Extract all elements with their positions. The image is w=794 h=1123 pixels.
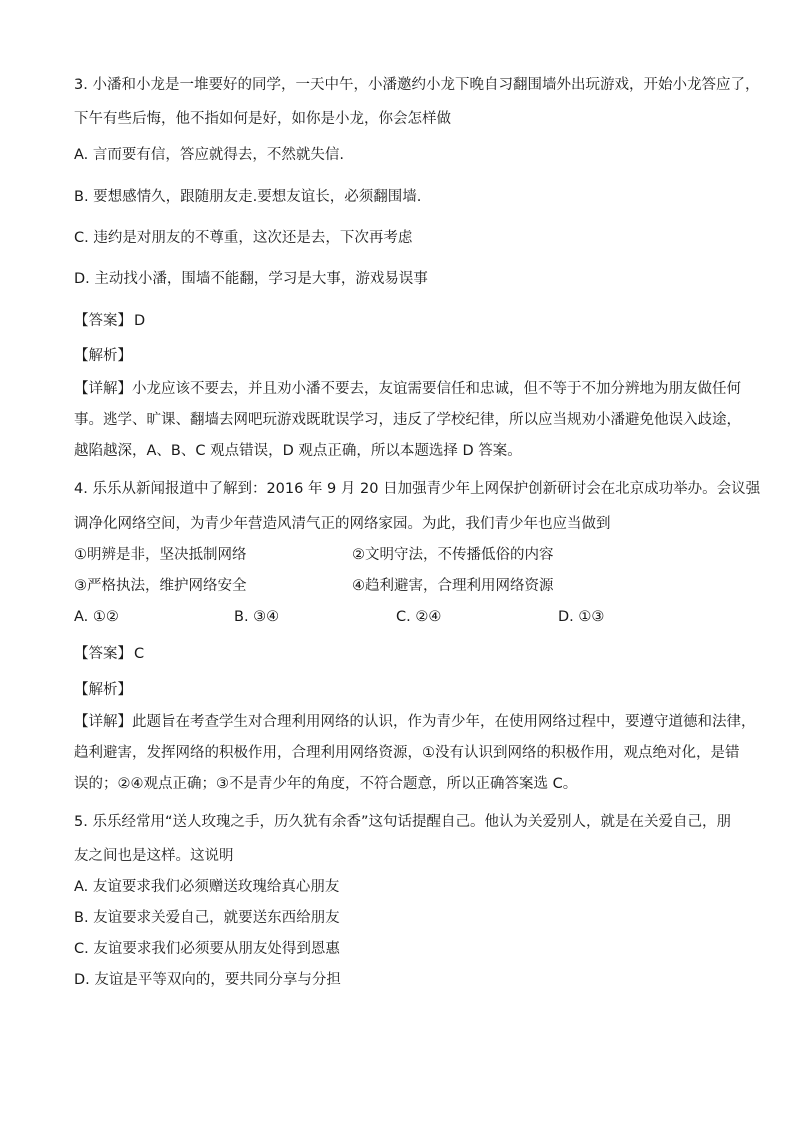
q4-choice-c: C. ②④ — [396, 609, 442, 625]
q4-detail-line-3: 误的；②④观点正确；③不是青少年的角度，不符合题意，所以正确答案选 C。 — [74, 776, 578, 792]
q5-option-d: D. 友谊是平等双向的，要共同分享与分担 — [74, 972, 341, 988]
q3-answer — [74, 311, 145, 331]
q4-item-2: ②文明守法，不传播低俗的内容 — [352, 547, 554, 563]
q3-answer-value: D — [134, 313, 146, 329]
q4-choice-b: B. ③④ — [234, 609, 280, 625]
q3-stem-line-2: 下午有些后悔，他不指如何是好，如你是小龙，你会怎样做 — [74, 111, 451, 127]
q3-detail-line-2: 事。逃学、旷课、翻墙去网吧玩游戏既耽误学习，违反了学校纪律，所以应当规劝小潘避免他误入歧途， — [74, 412, 741, 428]
q3-detail-line-3: 越陷越深，A、B、C 观点错误，D 观点正确，所以本题选择 D 答案。 — [74, 443, 522, 459]
q4-choice-d: D. ①③ — [558, 609, 605, 625]
q4-stem-line-2: 调净化网络空间，为青少年营造风清气正的网络家园。为此，我们青少年也应当做到 — [74, 516, 611, 532]
q4-answer-label: 【答案】 — [74, 646, 132, 662]
q4-item-3: ③严格执法，维护网络安全 — [74, 578, 247, 594]
q4-stem-line-1: 4. 乐乐从新闻报道中了解到：2016 年 9 月 20 日加强青少年上网保护创新研讨会在北京成功举办。会议强 — [74, 481, 761, 497]
q4-item-4: ④趋利避害，合理利用网络资源 — [352, 578, 554, 594]
q5-option-b: B. 友谊要求关爱自己，就要送东西给朋友 — [74, 910, 340, 926]
q5-stem-line-2: 友之间也是这样。这说明 — [74, 848, 234, 864]
q4-analysis-label: 【解析】 — [74, 682, 132, 698]
q3-option-c: C. 违约是对朋友的不尊重，这次还是去，下次再考虑 — [74, 230, 413, 246]
q5-option-c: C. 友谊要求我们必须要从朋友处得到恩惠 — [74, 941, 340, 957]
q5-stem-line-1: 5. 乐乐经常用“送人玫瑰之手，历久犹有余香”这句话提醒自己。他认为关爱别人，就是在关爱自己，朋 — [74, 814, 731, 830]
q5-option-a: A. 友谊要求我们必须赠送玫瑰给真心朋友 — [74, 879, 340, 895]
q3-stem-line-1: 3. 小潘和小龙是一堆要好的同学，一天中午，小潘邀约小龙下晚自习翻围墙外出玩游戏，开始小龙答应了， — [74, 77, 760, 93]
q3-option-b: B. 要想感情久，跟随朋友走.要想友谊长，必须翻围墙. — [74, 189, 422, 205]
q3-option-d: D. 主动找小潘，围墙不能翻，学习是大事，游戏易误事 — [74, 271, 428, 287]
q4-choice-a: A. ①② — [74, 609, 119, 625]
q3-option-a: A. 言而要有信，答应就得去，不然就失信. — [74, 147, 344, 163]
q3-detail-line-1: 【详解】小龙应该不要去，并且劝小潘不要去，友谊需要信任和忠诚，但不等于不加分辨地为朋友做任何 — [74, 381, 741, 397]
q4-answer-value: C — [134, 646, 145, 662]
q4-answer — [74, 644, 144, 664]
q3-answer-label: 【答案】 — [74, 313, 132, 329]
q3-analysis-label: 【解析】 — [74, 348, 132, 364]
q4-detail-line-2: 趋利避害，发挥网络的积极作用，合理利用网络资源，①没有认识到网络的积极作用，观点绝对化，是错 — [74, 745, 740, 761]
q4-item-1: ①明辨是非，坚决抵制网络 — [74, 547, 247, 563]
q4-detail-line-1: 【详解】此题旨在考查学生对合理利用网络的认识，作为青少年，在使用网络过程中，要遵守道德和法律， — [74, 714, 756, 730]
